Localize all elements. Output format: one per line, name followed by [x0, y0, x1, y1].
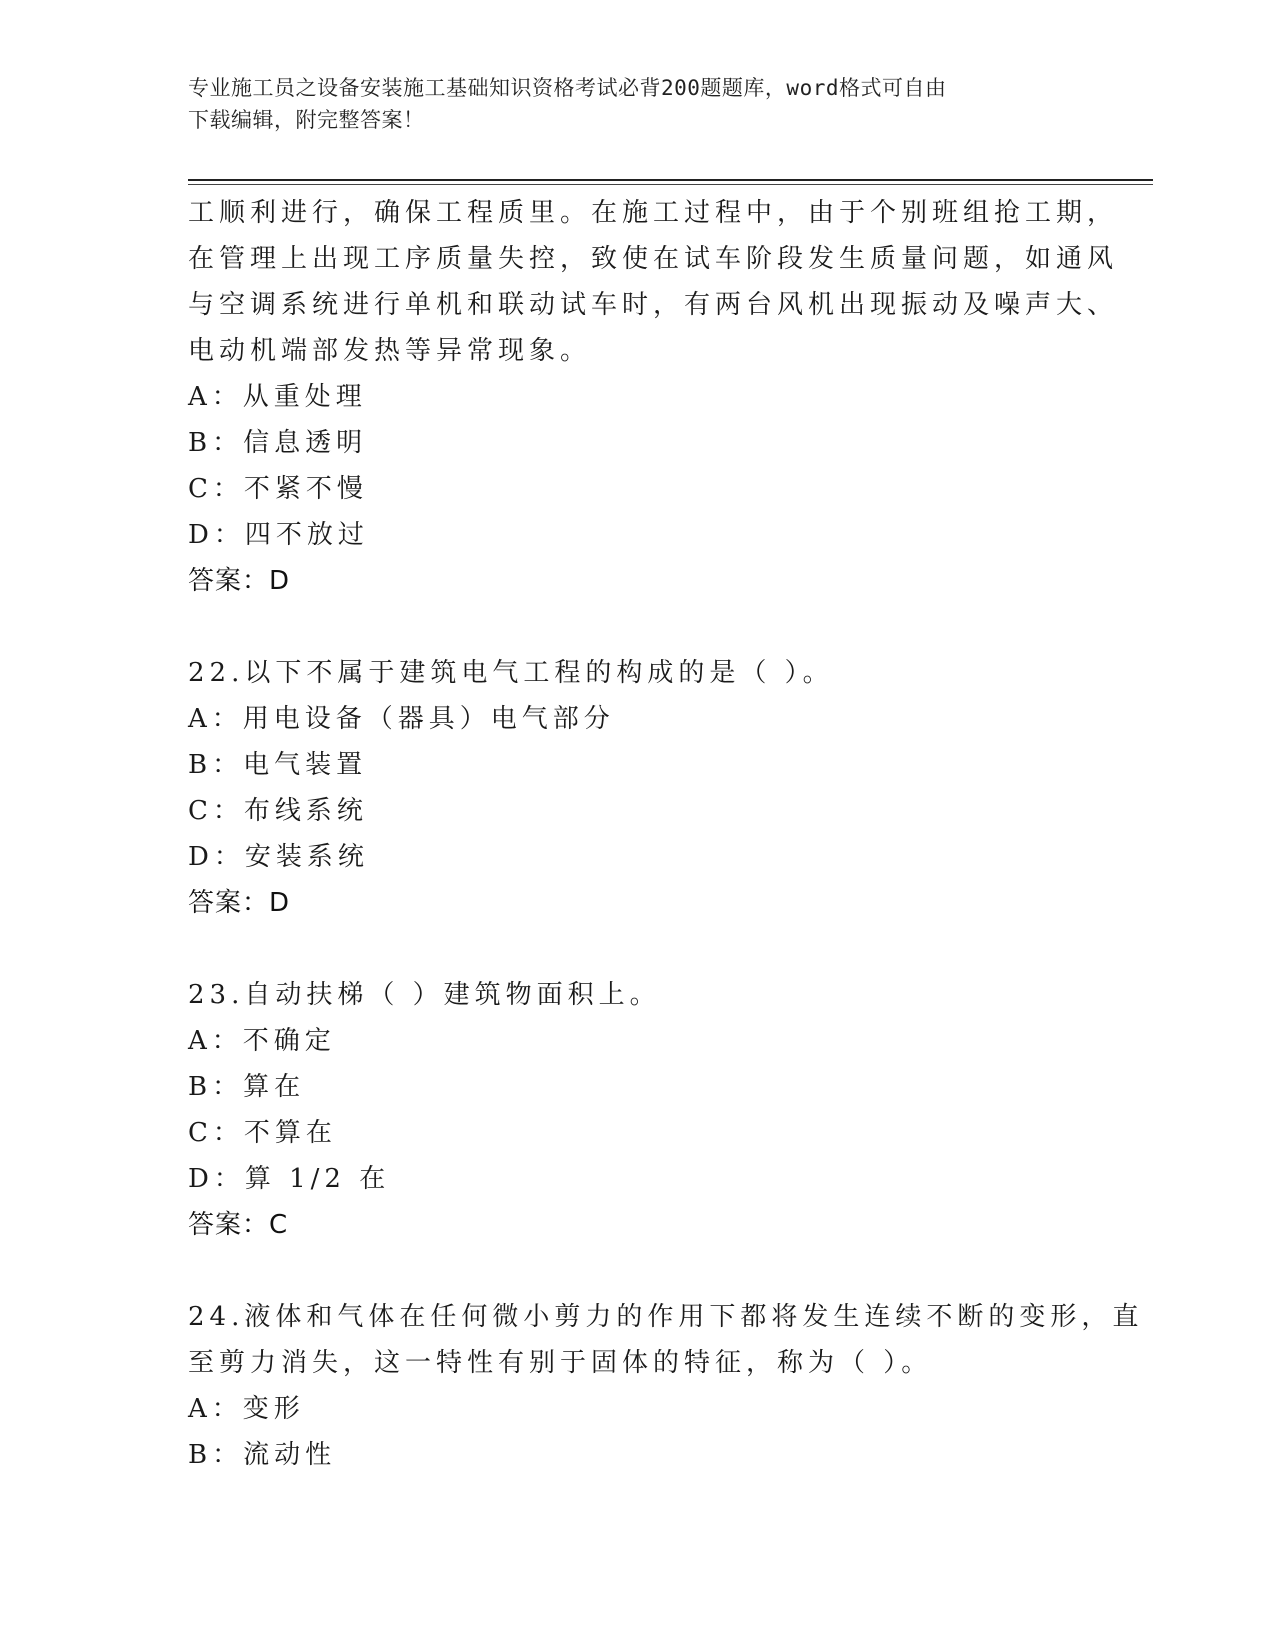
option-a: A：不确定: [188, 1026, 336, 1056]
question-22: [188, 650, 1088, 926]
option-b: B：算在: [188, 1072, 306, 1102]
question-stem-line: 22.以下不属于建筑电气工程的构成的是（ ）。: [188, 658, 834, 688]
header-title-line-1: 专业施工员之设备安装施工基础知识资格考试必背200题题库，word格式可自由: [188, 76, 947, 100]
question-stem-line: 电动机端部发热等异常现象。: [188, 336, 592, 366]
spacer: [188, 1248, 1088, 1294]
header-rule-thin: [188, 184, 1153, 185]
option-c: C：不紧不慢: [188, 474, 368, 504]
header-title-line-2: 下载编辑，附完整答案！: [188, 108, 425, 132]
option-c: C：不算在: [188, 1118, 337, 1148]
answer-line: 答案：D: [188, 888, 291, 918]
answer-line: 答案：C: [188, 1210, 289, 1240]
spacer: [188, 926, 1088, 972]
question-content: [188, 190, 1144, 1478]
option-a: A：从重处理: [188, 382, 367, 412]
option-d: D：四不放过: [188, 520, 369, 550]
question-stem-line: 在管理上出现工序质量失控，致使在试车阶段发生质量问题，如通风: [188, 244, 1119, 274]
question-stem-line: 23.自动扶梯（ ）建筑物面积上。: [188, 980, 661, 1010]
option-b: B：流动性: [188, 1440, 337, 1470]
question-stem-line: 与空调系统进行单机和联动试车时，有两台风机出现振动及噪声大、: [188, 290, 1119, 320]
question-21-continuation: [188, 190, 1119, 604]
question-stem-line: 至剪力消失，这一特性有别于固体的特征，称为（ ）。: [188, 1348, 933, 1378]
option-b: B：电气装置: [188, 750, 368, 780]
question-24: [188, 1294, 1144, 1478]
option-a: A：用电设备（器具）电气部分: [188, 704, 615, 734]
question-23: [188, 972, 1088, 1248]
question-stem-line: 工顺利进行，确保工程质里。在施工过程中，由于个别班组抢工期，: [188, 198, 1119, 228]
option-c: C：布线系统: [188, 796, 368, 826]
option-d: D：算 1/2 在: [188, 1164, 391, 1194]
document-header: [188, 72, 1068, 136]
option-d: D：安装系统: [188, 842, 369, 872]
answer-line: 答案：D: [188, 566, 291, 596]
option-a: A：变形: [188, 1394, 305, 1424]
header-rule-thick: [188, 179, 1153, 181]
question-stem-line: 24.液体和气体在任何微小剪力的作用下都将发生连续不断的变形，直: [188, 1302, 1144, 1332]
option-b: B：信息透明: [188, 428, 368, 458]
spacer: [188, 604, 1088, 650]
